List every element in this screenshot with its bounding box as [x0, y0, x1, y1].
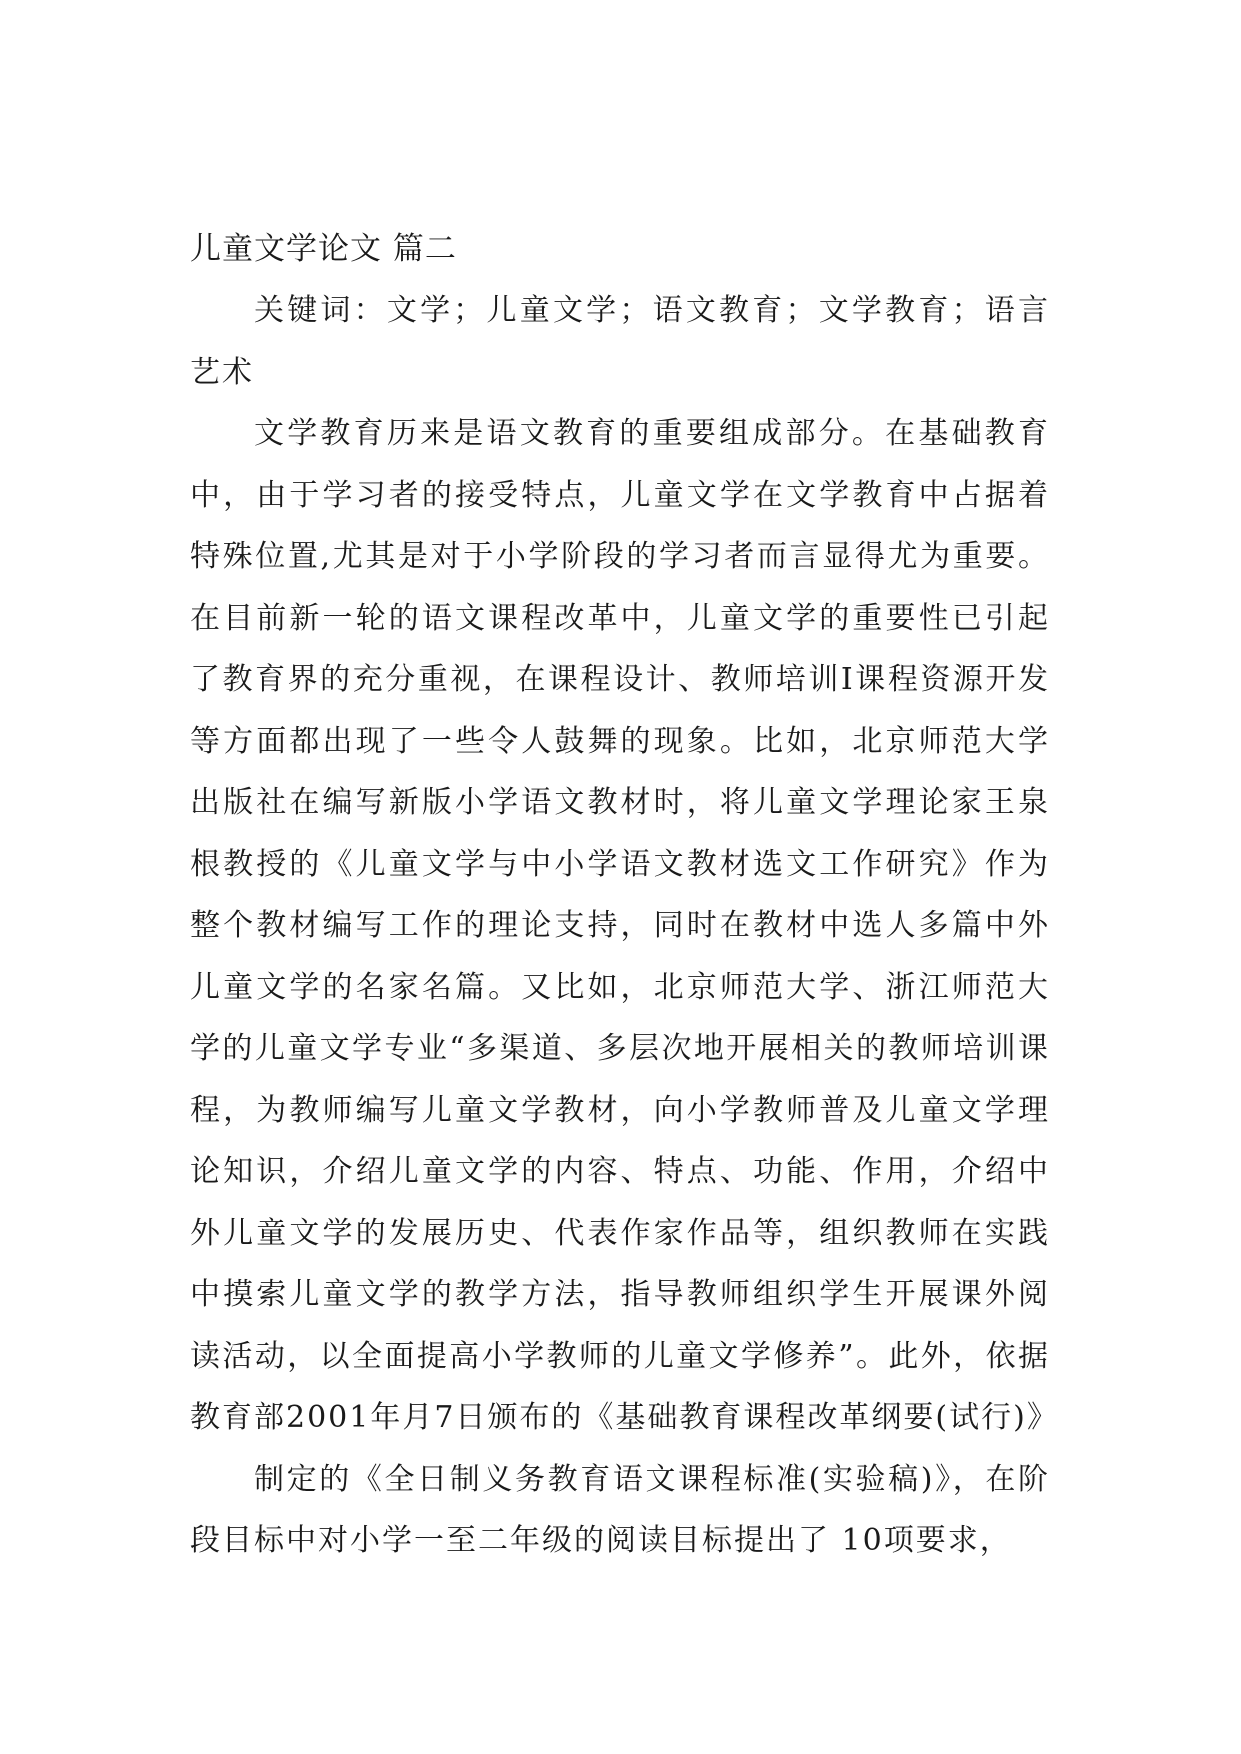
- document-page: [190, 218, 1059, 1572]
- document-title: 儿童文学论文 篇二: [190, 231, 457, 267]
- keywords-paragraph: 关键词：文学；儿童文学；语文教育；文学教育；语言艺术: [190, 293, 1050, 390]
- body-paragraph: 制定的《全日制义务教育语文课程标准(实验稿)》，在阶段目标中对小学一至二年级的阅读目标提出了 10项要求，: [190, 1461, 1050, 1558]
- body-paragraph: 文学教育历来是语文教育的重要组成部分。在基础教育中，由于学习者的接受特点，儿童文学在文学教育中占据着特殊位置,尤其是对于小学阶段的学习者而言显得尤为重要。在目前新一轮的语文课程改革中，儿童文学的重要性已引起了教育界的充分重视，在课程设计、教师培训Ⅰ课程资源开发等方面都出现了一些令人鼓舞的现象。比如，北京师范大学出版社在编写新版小学语文教材时，将儿童文学理论家王泉根教授的《儿童文学与中小学语文教材选文工作研究》作为整个教材编写工作的理论支持，同时在教材中选人多篇中外儿童文学的名家名篇。又比如，北京师范大学、浙江师范大学的儿童文学专业“多渠道、多层次地开展相关的教师培训课程，为教师编写儿童文学教材，向小学教师普及儿童文学理论知识，介绍儿童文学的内容、特点、功能、作用，介绍中外儿童文学的发展历史、代表作家作品等，组织教师在实践中摸索儿童文学的教学方法，指导教师组织学生开展课外阅读活动，以全面提高小学教师的儿童文学修养”。此外，依据教育部2001年月7日颁布的《基础教育课程改革纲要(试行)》: [190, 416, 1059, 1435]
